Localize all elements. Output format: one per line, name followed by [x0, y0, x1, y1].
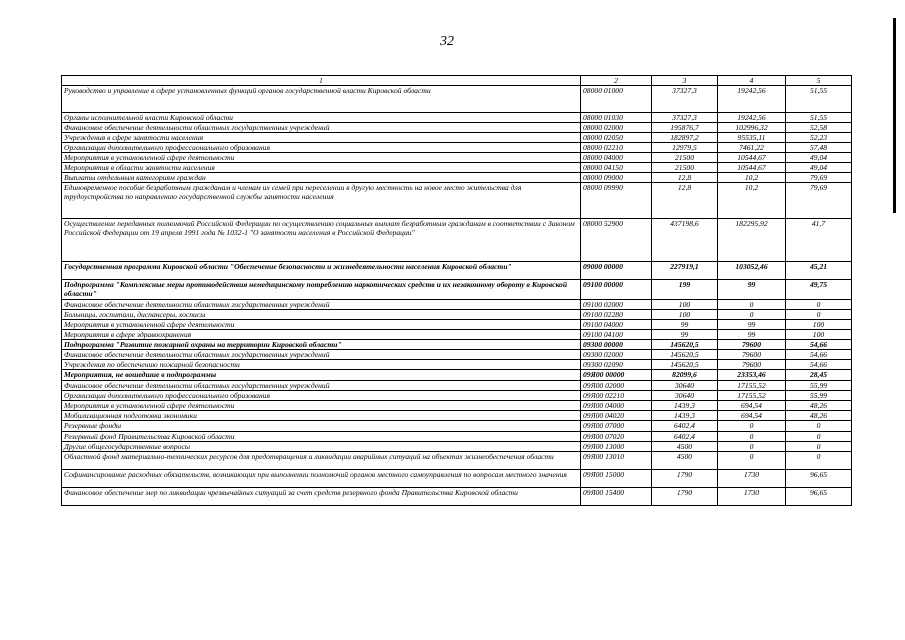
row-col5-cell: 41,7: [786, 219, 852, 262]
row-code-cell: 08000 01030: [581, 113, 652, 123]
row-col4-cell: 79600: [718, 340, 786, 350]
row-col5-cell: 0: [786, 310, 852, 320]
row-col5-cell: 49,75: [786, 280, 852, 300]
row-col5-cell: 48,26: [786, 411, 852, 421]
row-col4-cell: 0: [718, 300, 786, 310]
table-row: [62, 488, 852, 506]
table-row: [62, 432, 852, 442]
row-code-cell: 08000 02050: [581, 133, 652, 143]
row-col5-cell: 54,66: [786, 350, 852, 360]
table-row: [62, 370, 852, 381]
row-col4-cell: 102996,32: [718, 123, 786, 133]
row-name-cell: Другие общегосударственные вопросы: [62, 442, 581, 452]
row-code-cell: 08000 02210: [581, 143, 652, 153]
table-row: [62, 360, 852, 370]
row-name-cell: Резервные фонды: [62, 421, 581, 432]
row-code-cell: 09100 04000: [581, 320, 652, 330]
row-name-cell: Учреждения в сфере занятости населения: [62, 133, 581, 143]
row-name-cell: Подпрограмма "Комплексные меры противодействия немедицинскому потреблению наркотических средств и их незаконному обороту в Кировской области": [62, 280, 581, 300]
table-row: [62, 262, 852, 280]
row-col5-cell: 79,69: [786, 173, 852, 183]
row-code-cell: 09100 00000: [581, 280, 652, 300]
table-row: [62, 411, 852, 421]
table-row: [62, 421, 852, 432]
row-col3-cell: 99: [652, 330, 718, 340]
row-col5-cell: 79,69: [786, 183, 852, 219]
row-code-cell: 09100 02280: [581, 310, 652, 320]
row-col5-cell: 96,65: [786, 470, 852, 488]
row-col5-cell: 100: [786, 320, 852, 330]
row-code-cell: 08000 52900: [581, 219, 652, 262]
row-col4-cell: 1730: [718, 470, 786, 488]
row-col4-cell: 99: [718, 320, 786, 330]
row-code-cell: 09Я00 13010: [581, 452, 652, 470]
table-row: [62, 340, 852, 350]
row-col5-cell: 51,55: [786, 86, 852, 113]
row-col5-cell: 0: [786, 421, 852, 432]
row-code-cell: 09Я00 04000: [581, 401, 652, 411]
row-col3-cell: 100: [652, 300, 718, 310]
row-code-cell: 09Я00 13000: [581, 442, 652, 452]
row-name-cell: Резервный фонд Правительства Кировской области: [62, 432, 581, 442]
row-col3-cell: 12979,5: [652, 143, 718, 153]
row-name-cell: Учреждения по обеспечению пожарной безопасности: [62, 360, 581, 370]
row-col3-cell: 1439,3: [652, 411, 718, 421]
table-body: [62, 86, 852, 506]
table-row: [62, 183, 852, 219]
row-col4-cell: 10,2: [718, 183, 786, 219]
row-name-cell: Мероприятия в сфере здравоохранения: [62, 330, 581, 340]
row-name-cell: Мероприятия в области занятости населения: [62, 163, 581, 173]
row-code-cell: 09Я00 07020: [581, 432, 652, 442]
row-code-cell: 08000 09000: [581, 173, 652, 183]
column-header: 2: [581, 76, 652, 86]
row-col5-cell: 55,99: [786, 391, 852, 401]
row-code-cell: 09Я00 15000: [581, 470, 652, 488]
row-col4-cell: 182295,92: [718, 219, 786, 262]
row-code-cell: 08000 04000: [581, 153, 652, 163]
row-col3-cell: 145620,5: [652, 350, 718, 360]
row-col5-cell: 0: [786, 442, 852, 452]
table-row: [62, 153, 852, 163]
row-col5-cell: 55,99: [786, 381, 852, 391]
row-col3-cell: 82099,6: [652, 370, 718, 381]
row-col4-cell: 23353,46: [718, 370, 786, 381]
row-col4-cell: 0: [718, 421, 786, 432]
row-name-cell: Государственная программа Кировской области "Обеспечение безопасности и жизнедеятельности населения Кировской области": [62, 262, 581, 280]
row-col5-cell: 54,66: [786, 340, 852, 350]
table-header-row: [62, 76, 852, 86]
row-col3-cell: 21500: [652, 153, 718, 163]
row-col5-cell: 0: [786, 452, 852, 470]
row-name-cell: Финансовое обеспечение деятельности областных государственных учреждений: [62, 381, 581, 391]
table-row: [62, 350, 852, 360]
row-col4-cell: 17155,52: [718, 391, 786, 401]
row-col5-cell: 0: [786, 432, 852, 442]
row-col5-cell: 100: [786, 330, 852, 340]
row-col4-cell: 694,54: [718, 411, 786, 421]
row-col5-cell: 51,55: [786, 113, 852, 123]
row-col3-cell: 6402,4: [652, 421, 718, 432]
table-row: [62, 470, 852, 488]
row-code-cell: 09000 00000: [581, 262, 652, 280]
row-col4-cell: 0: [718, 310, 786, 320]
row-code-cell: 09Я00 15400: [581, 488, 652, 506]
row-code-cell: 09100 04100: [581, 330, 652, 340]
row-name-cell: Руководство и управление в сфере установленных функций органов государственной власти Кировской области: [62, 86, 581, 113]
row-col3-cell: 145620,5: [652, 360, 718, 370]
column-header: 5: [786, 76, 852, 86]
row-col4-cell: 1730: [718, 488, 786, 506]
row-col4-cell: 0: [718, 432, 786, 442]
row-code-cell: 09Я00 04020: [581, 411, 652, 421]
row-col4-cell: 10544,67: [718, 163, 786, 173]
row-code-cell: 09300 02000: [581, 350, 652, 360]
table-row: [62, 113, 852, 123]
row-name-cell: Мероприятия, не вошедшие в подпрограммы: [62, 370, 581, 381]
table-row: [62, 173, 852, 183]
table-row: [62, 452, 852, 470]
table-row: [62, 381, 852, 391]
row-name-cell: Финансовое обеспечение деятельности областных государственных учреждений: [62, 350, 581, 360]
row-col5-cell: 48,26: [786, 401, 852, 411]
row-col4-cell: 99: [718, 280, 786, 300]
table-row: [62, 330, 852, 340]
row-col3-cell: 145620,5: [652, 340, 718, 350]
row-col4-cell: 17155,52: [718, 381, 786, 391]
row-col3-cell: 1790: [652, 488, 718, 506]
column-header: 3: [652, 76, 718, 86]
row-name-cell: Мероприятия в установленной сфере деятельности: [62, 153, 581, 163]
row-col3-cell: 195876,7: [652, 123, 718, 133]
row-col3-cell: 227919,1: [652, 262, 718, 280]
row-code-cell: 09Я00 02210: [581, 391, 652, 401]
row-code-cell: 08000 02000: [581, 123, 652, 133]
row-name-cell: Организации дополнительного профессионального образования: [62, 143, 581, 153]
row-col5-cell: 28,45: [786, 370, 852, 381]
row-name-cell: Больницы, госпитали, диспансеры, хосписы: [62, 310, 581, 320]
row-code-cell: 08000 04150: [581, 163, 652, 173]
row-col4-cell: 10,2: [718, 173, 786, 183]
row-name-cell: Мероприятия в установленной сфере деятельности: [62, 320, 581, 330]
table-row: [62, 123, 852, 133]
budget-table: [61, 75, 852, 506]
scan-edge-bar: [893, 18, 896, 213]
row-col3-cell: 199: [652, 280, 718, 300]
row-col3-cell: 6402,4: [652, 432, 718, 442]
row-code-cell: 09Я00 07000: [581, 421, 652, 432]
row-col5-cell: 49,04: [786, 153, 852, 163]
row-col3-cell: 1790: [652, 470, 718, 488]
table-row: [62, 133, 852, 143]
row-col5-cell: 52,23: [786, 133, 852, 143]
column-header: 4: [718, 76, 786, 86]
row-name-cell: Областной фонд материально-технических ресурсов для предотвращения и ликвидации аварийных ситуаций на объектах жизнеобеспечения области: [62, 452, 581, 470]
table-row: [62, 442, 852, 452]
table-row: [62, 86, 852, 113]
row-name-cell: Единовременное пособие безработным гражданам и членам их семей при переселении в другую местность на новое место жительства для трудоустройства по направлению государственной службы занятости населения: [62, 183, 581, 219]
row-col4-cell: 0: [718, 452, 786, 470]
row-code-cell: 09Я00 02000: [581, 381, 652, 391]
row-col4-cell: 79600: [718, 360, 786, 370]
row-col4-cell: 694,54: [718, 401, 786, 411]
row-col3-cell: 12,8: [652, 183, 718, 219]
page-number: 32: [440, 34, 454, 49]
row-col3-cell: 21500: [652, 163, 718, 173]
row-col3-cell: 12,8: [652, 173, 718, 183]
row-name-cell: Выплаты отдельным категориям граждан: [62, 173, 581, 183]
row-name-cell: Финансовое обеспечение деятельности областных государственных учреждений: [62, 123, 581, 133]
row-col5-cell: 57,48: [786, 143, 852, 153]
row-col4-cell: 95535,11: [718, 133, 786, 143]
row-col5-cell: 52,58: [786, 123, 852, 133]
row-col4-cell: 79600: [718, 350, 786, 360]
row-col3-cell: 4500: [652, 452, 718, 470]
row-code-cell: 08000 01000: [581, 86, 652, 113]
row-code-cell: 09Я00 00000: [581, 370, 652, 381]
table-row: [62, 310, 852, 320]
row-name-cell: Осуществление переданных полномочий Российской Федерации по осуществлению социальных выплат безработным гражданам в соответствии с Законом Российской Федерации от 19 апреля 1991 года № 1032-1 "О занятости населения в Российской Федерации": [62, 219, 581, 262]
row-name-cell: Органы исполнительной власти Кировской области: [62, 113, 581, 123]
row-code-cell: 09300 02090: [581, 360, 652, 370]
row-col3-cell: 182897,2: [652, 133, 718, 143]
row-col5-cell: 45,21: [786, 262, 852, 280]
row-col3-cell: 37327,3: [652, 86, 718, 113]
row-col4-cell: 7461,22: [718, 143, 786, 153]
table-row: [62, 163, 852, 173]
row-name-cell: Финансовое обеспечение деятельности областных государственных учреждений: [62, 300, 581, 310]
row-col5-cell: 49,04: [786, 163, 852, 173]
row-col3-cell: 99: [652, 320, 718, 330]
row-col5-cell: 96,65: [786, 488, 852, 506]
table-row: [62, 401, 852, 411]
row-col5-cell: 0: [786, 300, 852, 310]
table-row: [62, 320, 852, 330]
row-col3-cell: 1439,3: [652, 401, 718, 411]
row-col4-cell: 19242,56: [718, 86, 786, 113]
row-col4-cell: 19242,56: [718, 113, 786, 123]
row-col3-cell: 100: [652, 310, 718, 320]
row-col3-cell: 30640: [652, 391, 718, 401]
table-row: [62, 280, 852, 300]
row-col3-cell: 4500: [652, 442, 718, 452]
row-col4-cell: 0: [718, 442, 786, 452]
row-name-cell: Подпрограмма "Развитие пожарной охраны на территории Кировской области": [62, 340, 581, 350]
row-col3-cell: 37327,3: [652, 113, 718, 123]
table-row: [62, 219, 852, 262]
row-name-cell: Мероприятия в установленной сфере деятельности: [62, 401, 581, 411]
column-header: 1: [62, 76, 581, 86]
row-col3-cell: 437198,6: [652, 219, 718, 262]
row-code-cell: 09100 02000: [581, 300, 652, 310]
row-name-cell: Организации дополнительного профессионального образования: [62, 391, 581, 401]
row-col4-cell: 10544,67: [718, 153, 786, 163]
table-row: [62, 391, 852, 401]
row-col3-cell: 30640: [652, 381, 718, 391]
row-col5-cell: 54,66: [786, 360, 852, 370]
row-name-cell: Софинансирование расходных обязательств, возникающих при выполнении полномочий органов местного самоуправления по вопросам местного значения: [62, 470, 581, 488]
row-col4-cell: 99: [718, 330, 786, 340]
row-col4-cell: 103052,46: [718, 262, 786, 280]
row-name-cell: Мобилизационная подготовка экономики: [62, 411, 581, 421]
table-row: [62, 143, 852, 153]
row-code-cell: 08000 09990: [581, 183, 652, 219]
table-row: [62, 300, 852, 310]
row-name-cell: Финансовое обеспечение мер по ликвидации чрезвычайных ситуаций за счет средств резервного фонда Правительства Кировской области: [62, 488, 581, 506]
row-code-cell: 09300 00000: [581, 340, 652, 350]
